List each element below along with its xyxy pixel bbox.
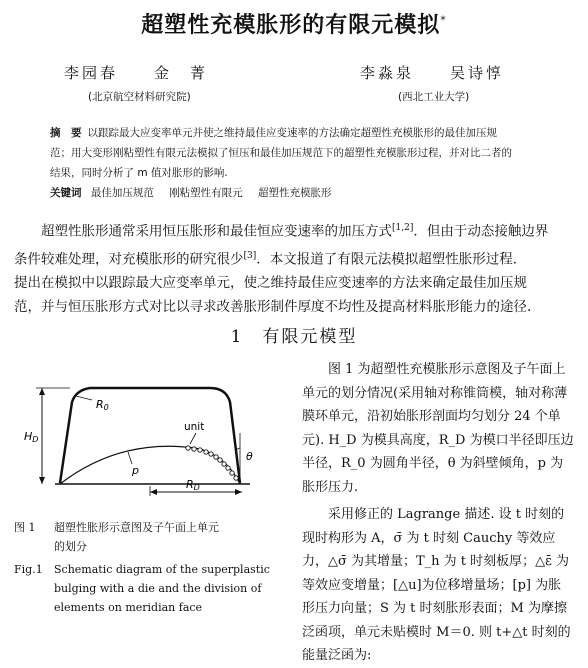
- figure-caption-en: Fig.1 Schematic diagram of the superplastic bulging with a die and the division of elements on meridian face: [14, 563, 270, 614]
- authors-right: 李淼泉 吴诗惇: [360, 64, 505, 82]
- paper-title: 超塑性充模胀形的有限元模拟*: [141, 13, 447, 38]
- keyword: 超塑性充模胀形: [258, 187, 332, 199]
- abstract: 摘 要 以跟踪最大应变率单元并使之维持最佳应变速率的方法确定超塑性充模胀形的最佳加压规 范；用大变形刚粘塑性有限元法模拟了恒压和最佳加压规范下的超塑性充模胀形过程，并对比二者的 结果，同时分析了 m 值对胀形的影响. 关键词 最佳加压规范 刚粘塑性有限元 超塑性充模胀形: [50, 123, 550, 203]
- right-column-text: [302, 358, 574, 668]
- label-unit: unit: [184, 421, 205, 433]
- authors-left: 李园春 金 菁: [64, 64, 209, 82]
- figure-caption-cn: 图 1 超塑性胀形示意图及子午面上单元 的划分: [14, 521, 219, 553]
- label-rd: RD: [186, 478, 200, 492]
- affiliation-right: (西北工业大学): [398, 91, 470, 103]
- paragraph: 图 1 为超塑性充模胀形示意图及子午面上单元的划分情况(采用轴对称锥筒模，轴对称薄膜环单元，沿初始胀形剖面均匀划分 24 个单元). H_D 为模具高度，R_D 为模口半径即压边半径，R_0 为圆角半径，θ 为斜壁倾角，p 为胀形压力.: [302, 362, 574, 495]
- affiliation-left: (北京航空材料研究院): [88, 91, 191, 103]
- label-theta: θ: [246, 450, 253, 463]
- paragraph: 采用修正的 Lagrange 描述. 设 t 时刻的现时构形为 A，σ̄ 为 t 时刻 Cauchy 等效应力，△σ̄ 为其增量；T_h 为 t 时刻板厚；△ε̄ 为等效应变增量；[△u]为位移增量场；[p] 为胀形压力向量；S 为 t 时刻胀形表面；M 为摩擦泛函项，单元未贴模时 M＝0. 则 t+△t 时刻的能量泛函为:: [302, 507, 571, 663]
- abstract-label: 摘 要: [50, 127, 82, 139]
- label-p: p: [132, 464, 139, 477]
- label-r0: R0: [96, 398, 109, 412]
- keywords: 关键词 最佳加压规范 刚粘塑性有限元 超塑性充模胀形: [50, 187, 332, 199]
- figure-diagram: [20, 378, 275, 498]
- intro-paragraph: 超塑性胀形通常采用恒压胀形和最佳恒应变速率的加压方式[1,2]．但由于动态接触边界 条件较难处理，对充模胀形的研究很少[3]．本文报道了有限元法模拟超塑性胀形过程． 提出在模拟中以跟踪最大应变率单元，使之维持最佳应变速率的方法来确定最佳加压规 范，并与恒压胀形方式对比以寻求改善胀形制件厚度不均性及提高材料胀形能力的途径.: [14, 223, 549, 315]
- section-heading: 1 有限元模型: [230, 327, 358, 347]
- keyword: 刚粘塑性有限元: [169, 187, 243, 199]
- label-hd: HD: [24, 430, 39, 444]
- keyword: 最佳加压规范: [90, 187, 154, 199]
